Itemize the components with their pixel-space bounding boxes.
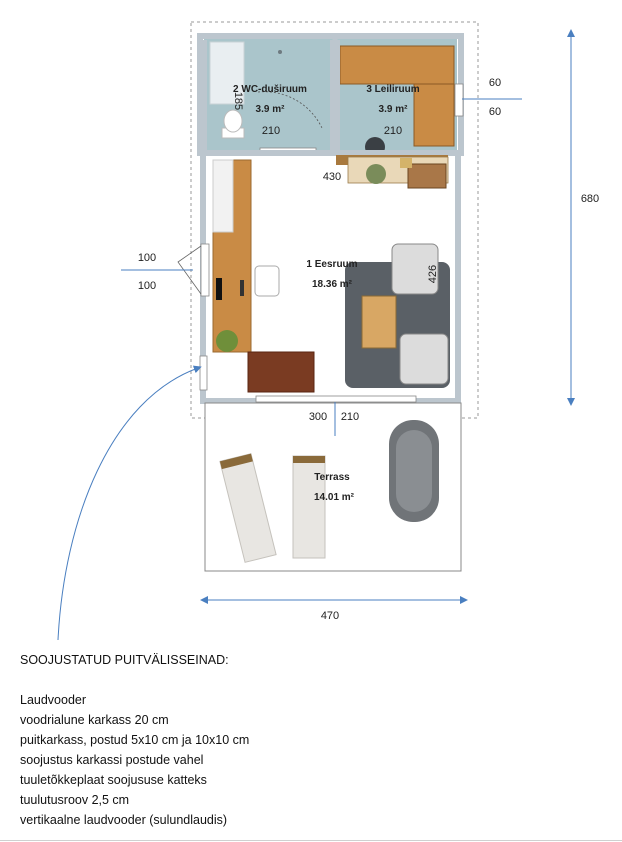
dim-height-total: 680 (580, 193, 600, 205)
coffee-table (362, 296, 396, 348)
dim-bottom-right: 210 (340, 411, 360, 423)
wc-dim-width: 210 (261, 125, 281, 137)
wc-room-name: 2 WC-duširuum (233, 84, 307, 95)
wall-spec-notes (20, 650, 580, 830)
dim-bottom-left: 300 (308, 411, 328, 423)
notes-title: SOOJUSTATUD PUITVÄLISSEINAD: (20, 653, 229, 667)
dim-window-upper: 60 (488, 77, 502, 89)
notes-line: voodrialune karkass 20 cm (20, 713, 169, 727)
notes-line: tuuletõkkeplaat soojususe katteks (20, 773, 207, 787)
sauna-bench-side (414, 84, 454, 146)
wc-dim-height: 185 (232, 91, 244, 111)
hall-dim-top: 430 (322, 171, 342, 183)
stool (255, 266, 279, 296)
terrace-area: 14.01 m² (313, 492, 355, 503)
notes-line: soojustus karkassi postude vahel (20, 753, 204, 767)
window-bottom (256, 396, 416, 402)
dim-window-lower: 60 (488, 106, 502, 118)
hall-dim-right: 426 (427, 264, 439, 284)
wood-crate (408, 164, 446, 188)
notes-line: vertikaalne laudvooder (sulundlaudis) (20, 813, 228, 827)
armchair-lower (400, 334, 448, 384)
sink (240, 280, 244, 296)
hot-tub-inner (396, 430, 432, 512)
wood-stack (400, 158, 412, 168)
sauna-bench-upper (340, 46, 454, 84)
plant-top (366, 164, 386, 184)
window-upper-right (455, 84, 463, 116)
entrance-door-left (201, 244, 209, 296)
dim-door-upper: 100 (137, 252, 157, 264)
lounger-right-head (293, 456, 325, 463)
toilet-bowl (224, 110, 242, 132)
hall-room-name: 1 Eesruum (306, 259, 358, 270)
notes-line: tuulutusroov 2,5 cm (20, 793, 130, 807)
notes-line: Laudvooder (20, 693, 87, 707)
dim-door-lower: 100 (137, 280, 157, 292)
plant-counter (216, 330, 238, 352)
wc-room-area: 3.9 m² (255, 104, 285, 115)
terrace-name: Terrass (314, 472, 350, 483)
kitchen-cabinet (213, 160, 233, 232)
page-bottom-rule (0, 840, 622, 841)
notes-line: puitkarkass, postud 5x10 cm ja 10x10 cm (20, 733, 250, 747)
sauna-dim-width: 210 (383, 125, 403, 137)
callout-arrow (58, 368, 198, 640)
sauna-room-name: 3 Leiliruum (366, 84, 420, 95)
shower-drain (278, 50, 282, 54)
dining-table (248, 352, 314, 392)
window-left-lower (200, 356, 207, 390)
sauna-room-area: 3.9 m² (378, 104, 408, 115)
hall-room-area: 18.36 m² (311, 279, 353, 290)
cooktop (216, 278, 222, 300)
dim-width-total: 470 (320, 610, 340, 622)
